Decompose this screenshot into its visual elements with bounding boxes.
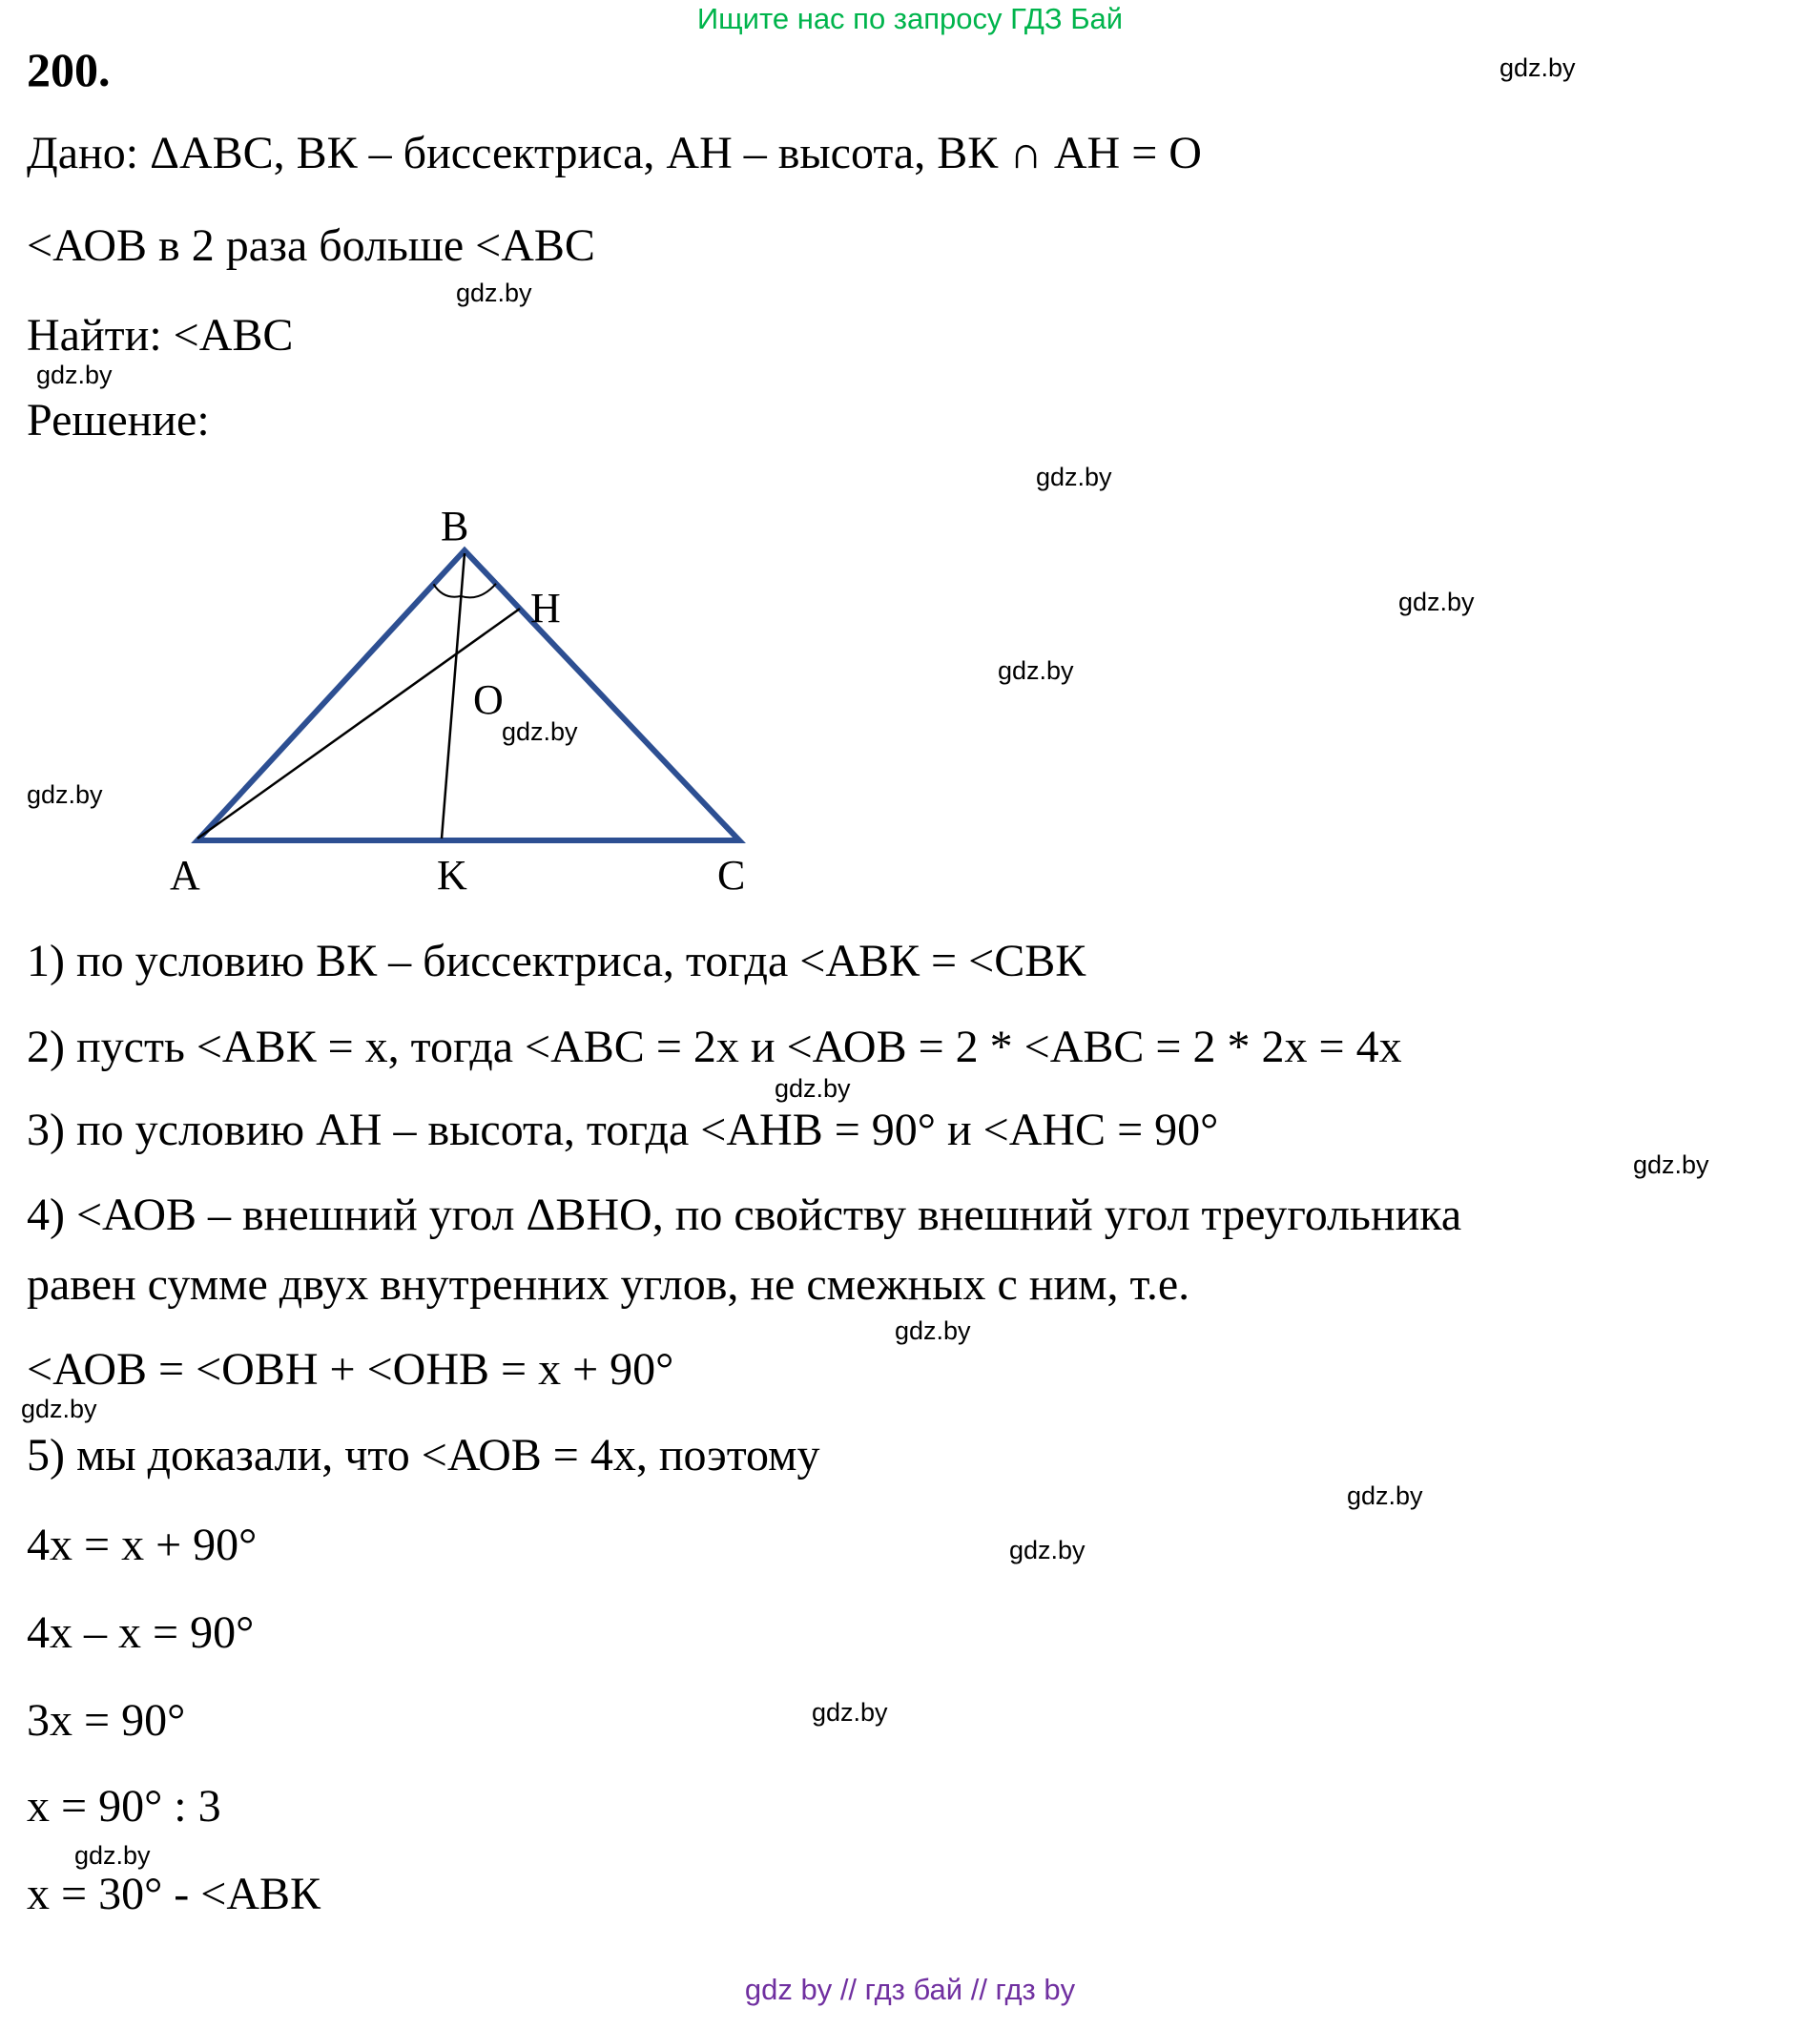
step-4-line-3: <АОВ = <ОВН + <ОНВ = х + 90°: [27, 1344, 674, 1395]
step-3: 3) по условию АН – высота, тогда <АНВ = 90° и <АНС = 90°: [27, 1105, 1219, 1155]
equation-5: х = 30° - <АВК: [27, 1869, 321, 1919]
gdz-watermark: gdz.by: [775, 1074, 851, 1103]
triangle-abc: [197, 550, 739, 840]
equation-3: 3х = 90°: [27, 1695, 186, 1746]
step-5: 5) мы доказали, что <АОВ = 4х, поэтому: [27, 1430, 820, 1480]
equation-4: х = 90° : 3: [27, 1781, 221, 1832]
given-statement: Дано: ΔАВС, ВК – биссектриса, АН – высота, ВК ∩ АН = О: [27, 128, 1202, 178]
gdz-watermark: gdz.by: [1499, 53, 1576, 82]
step-1: 1) по условию ВК – биссектриса, тогда <АВК = <СВК: [27, 936, 1086, 986]
vertex-label-c: C: [717, 852, 746, 899]
gdz-watermark: gdz.by: [1633, 1150, 1709, 1179]
gdz-watermark: gdz.by: [895, 1316, 971, 1345]
gdz-watermark: gdz.by: [36, 361, 113, 389]
footer-links: gdz by // гдз бай // гдз by: [744, 1973, 1076, 2006]
point-label-h: H: [530, 585, 561, 631]
gdz-watermark: gdz.by: [1036, 463, 1112, 491]
find-statement: Найти: <АВС: [27, 310, 294, 361]
equation-1: 4х = х + 90°: [27, 1520, 258, 1570]
vertex-label-a: A: [170, 852, 200, 899]
gdz-watermark: gdz.by: [998, 656, 1074, 685]
gdz-watermark: gdz.by: [21, 1395, 97, 1423]
gdz-watermark: gdz.by: [502, 717, 578, 746]
altitude-ah: [197, 609, 520, 839]
gdz-watermark: gdz.by: [812, 1698, 888, 1727]
gdz-watermark: gdz.by: [1347, 1481, 1423, 1510]
step-4-line-2: равен сумме двух внутренних углов, не смежных с ним, т.е.: [27, 1259, 1190, 1310]
gdz-watermark: gdz.by: [456, 279, 532, 307]
step-2: 2) пусть <АВК = х, тогда <АВС = 2х и <АОВ = 2 * <АВС = 2 * 2х = 4х: [27, 1022, 1402, 1072]
point-label-o: O: [473, 676, 504, 723]
angle-arc-right: [461, 584, 496, 598]
gdz-watermark: gdz.by: [1009, 1536, 1086, 1564]
angle-arc-left: [434, 584, 462, 596]
equation-2: 4х – х = 90°: [27, 1607, 255, 1658]
gdz-watermark: gdz.by: [1398, 588, 1475, 616]
gdz-watermark: gdz.by: [74, 1841, 151, 1870]
gdz-watermark: gdz.by: [27, 780, 103, 809]
top-banner: Ищите нас по запросу ГДЗ Бай: [696, 2, 1124, 35]
solution-label: Решение:: [27, 395, 210, 445]
vertex-label-b: B: [441, 503, 469, 549]
problem-number: 200.: [27, 43, 111, 96]
point-label-k: K: [437, 852, 467, 899]
condition-statement: <АОВ в 2 раза больше <АВС: [27, 220, 595, 271]
step-4-line-1: 4) <АОВ – внешний угол ΔВНО, по свойству внешний угол треугольника: [27, 1190, 1462, 1240]
